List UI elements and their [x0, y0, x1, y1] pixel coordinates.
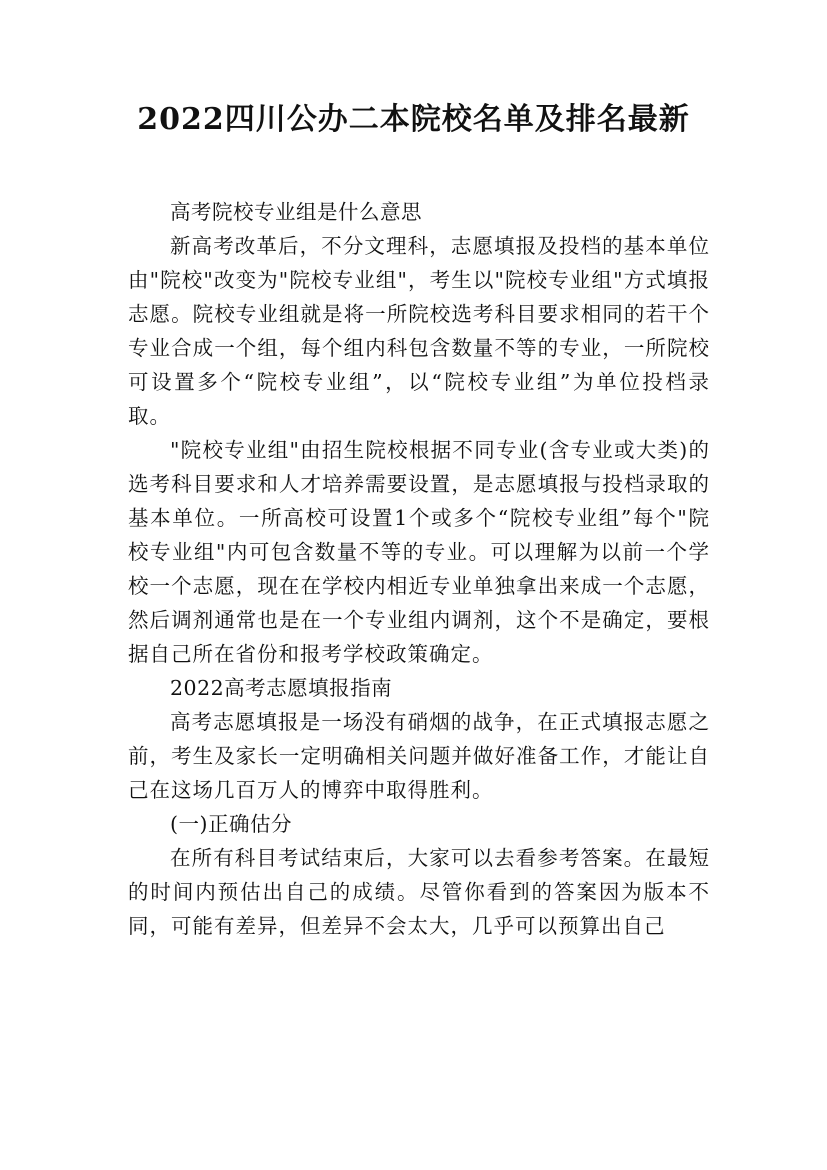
paragraph-major-group-definition: 新高考改革后，不分文理科，志愿填报及投档的基本单位由"院校"改变为"院校专业组"，考生以"院校专业组"方式填报志愿。院校专业组就是将一所院校选考科目要求相同的若干个专业合成一个组，每个组内科包含数量不等的专业，一所院校可设置多个“院校专业组”，以“院校专业组”为单位投档录取。	[128, 234, 710, 428]
paragraph-guide-intro: 高考志愿填报是一场没有硝烟的战争，在正式填报志愿之前，考生及家长一定明确相关问题并做好准备工作，才能让自己在这场几百万人的博弈中取得胜利。	[128, 710, 710, 802]
section-heading-major-group: 高考院校专业组是什么意思	[170, 200, 422, 224]
document-body	[128, 195, 710, 943]
paragraph-major-group-details: "院校专业组"由招生院校根据不同专业(含专业或大类)的选考科目要求和人才培养需要设置，是志愿填报与投档录取的基本单位。一所高校可设置1个或多个“院校专业组”每个"院校专业组"内可包含数量不等的专业。可以理解为以前一个学校一个志愿，现在在学校内相近专业单独拿出来成一个志愿，然后调剂通常也是在一个专业组内调剂，这个不是确定，要根据自己所在省份和报考学校政策确定。	[128, 438, 710, 666]
subheading-estimate-score: (一)正确估分	[170, 812, 292, 836]
paragraph-estimate-score: 在所有科目考试结束后，大家可以去看参考答案。在最短的时间内预估出自己的成绩。尽管你看到的答案因为版本不同，可能有差异，但差异不会太大，几乎可以预算出自己	[128, 846, 710, 938]
section-heading-guide: 2022高考志愿填报指南	[170, 676, 393, 700]
document-title: 2022四川公办二本院校名单及排名最新	[137, 102, 690, 137]
